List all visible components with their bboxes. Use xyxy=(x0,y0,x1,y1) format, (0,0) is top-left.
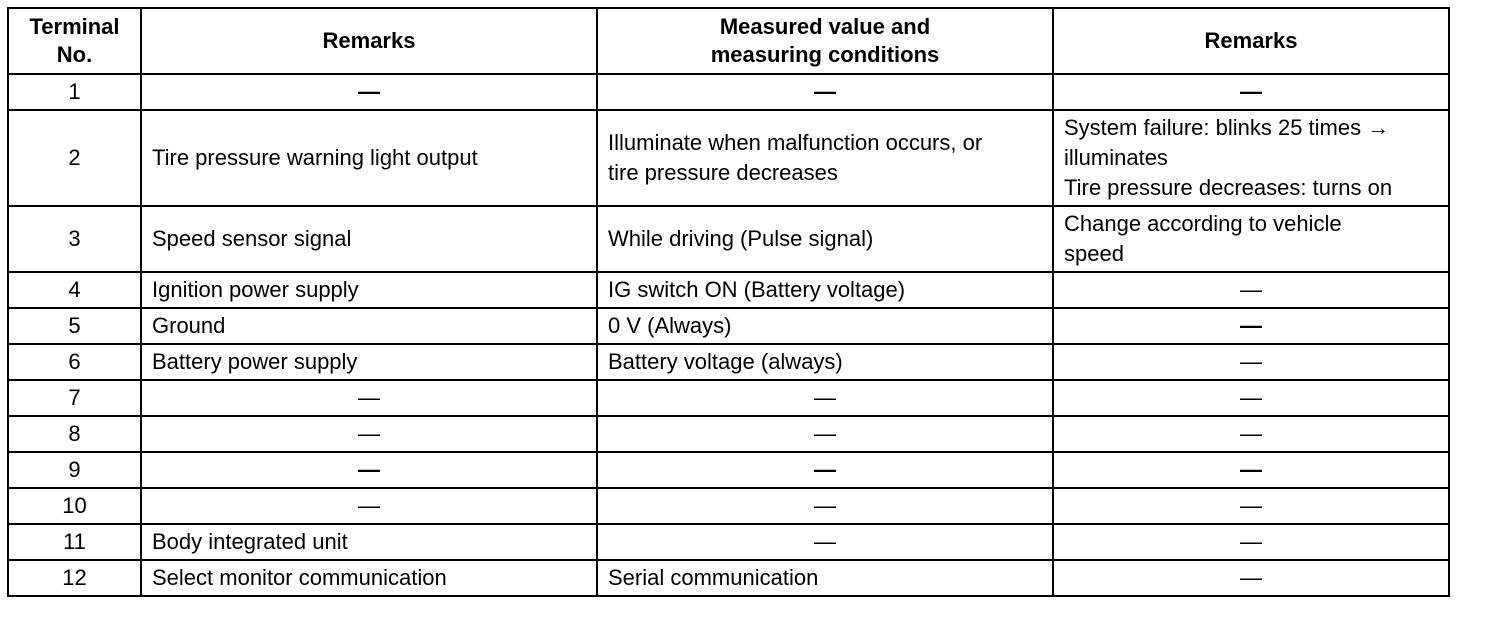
table-row xyxy=(8,344,1449,380)
remarks-cell: — xyxy=(141,452,597,488)
remarks-cell: — xyxy=(141,488,597,524)
remarks-cell: Battery power supply xyxy=(141,344,597,380)
terminal-number: 6 xyxy=(8,344,141,380)
table-row xyxy=(8,206,1449,272)
remarks-cell: — xyxy=(141,380,597,416)
table-row xyxy=(8,416,1449,452)
terminal-number: 7 xyxy=(8,380,141,416)
table-row xyxy=(8,560,1449,596)
measured-cell: — xyxy=(597,452,1053,488)
measured-cell: While driving (Pulse signal) xyxy=(597,206,1053,272)
table-row xyxy=(8,272,1449,308)
remarks2-cell: System failure: blinks 25 times → illuminates Tire pressure decreases: turns on xyxy=(1053,110,1449,206)
header-terminal-no: Terminal No. xyxy=(8,8,141,74)
remarks2-cell: — xyxy=(1053,416,1449,452)
remarks-cell: Body integrated unit xyxy=(141,524,597,560)
remarks2-cell: — xyxy=(1053,560,1449,596)
remarks2-cell: — xyxy=(1053,380,1449,416)
measured-cell: — xyxy=(597,416,1053,452)
measured-cell: — xyxy=(597,524,1053,560)
remarks-cell: Ignition power supply xyxy=(141,272,597,308)
remarks-cell: Ground xyxy=(141,308,597,344)
header-remarks-2: Remarks xyxy=(1053,8,1449,74)
remarks2-cell: — xyxy=(1053,452,1449,488)
terminal-number: 4 xyxy=(8,272,141,308)
header-measured-value: Measured value and measuring conditions xyxy=(597,8,1053,74)
terminal-number: 1 xyxy=(8,74,141,110)
table-row xyxy=(8,74,1449,110)
remarks-cell: — xyxy=(141,74,597,110)
terminal-number: 11 xyxy=(8,524,141,560)
remarks-cell: Speed sensor signal xyxy=(141,206,597,272)
remarks2-cell: — xyxy=(1053,308,1449,344)
table-row xyxy=(8,380,1449,416)
terminal-number: 8 xyxy=(8,416,141,452)
terminal-spec-table xyxy=(7,7,1450,597)
table-row xyxy=(8,488,1449,524)
table-row xyxy=(8,110,1449,206)
measured-cell: 0 V (Always) xyxy=(597,308,1053,344)
header-remarks: Remarks xyxy=(141,8,597,74)
remarks2-cell: — xyxy=(1053,74,1449,110)
remarks2-cell: — xyxy=(1053,344,1449,380)
remarks2-cell: — xyxy=(1053,488,1449,524)
remarks2-cell: — xyxy=(1053,524,1449,560)
measured-cell: Serial communication xyxy=(597,560,1053,596)
remarks-cell: — xyxy=(141,416,597,452)
measured-cell: — xyxy=(597,488,1053,524)
measured-cell: — xyxy=(597,380,1053,416)
terminal-number: 2 xyxy=(8,110,141,206)
terminal-number: 3 xyxy=(8,206,141,272)
table-row xyxy=(8,452,1449,488)
terminal-number: 12 xyxy=(8,560,141,596)
remarks2-cell: Change according to vehicle speed xyxy=(1053,206,1449,272)
terminal-number: 5 xyxy=(8,308,141,344)
terminal-number: 10 xyxy=(8,488,141,524)
remarks-cell: Select monitor communication xyxy=(141,560,597,596)
table-row xyxy=(8,308,1449,344)
measured-cell: — xyxy=(597,74,1053,110)
remarks-cell: Tire pressure warning light output xyxy=(141,110,597,206)
measured-cell: Illuminate when malfunction occurs, or tire pressure decreases xyxy=(597,110,1053,206)
terminal-number: 9 xyxy=(8,452,141,488)
measured-cell: IG switch ON (Battery voltage) xyxy=(597,272,1053,308)
header-row xyxy=(8,8,1449,74)
remarks2-cell: — xyxy=(1053,272,1449,308)
measured-cell: Battery voltage (always) xyxy=(597,344,1053,380)
table-row xyxy=(8,524,1449,560)
